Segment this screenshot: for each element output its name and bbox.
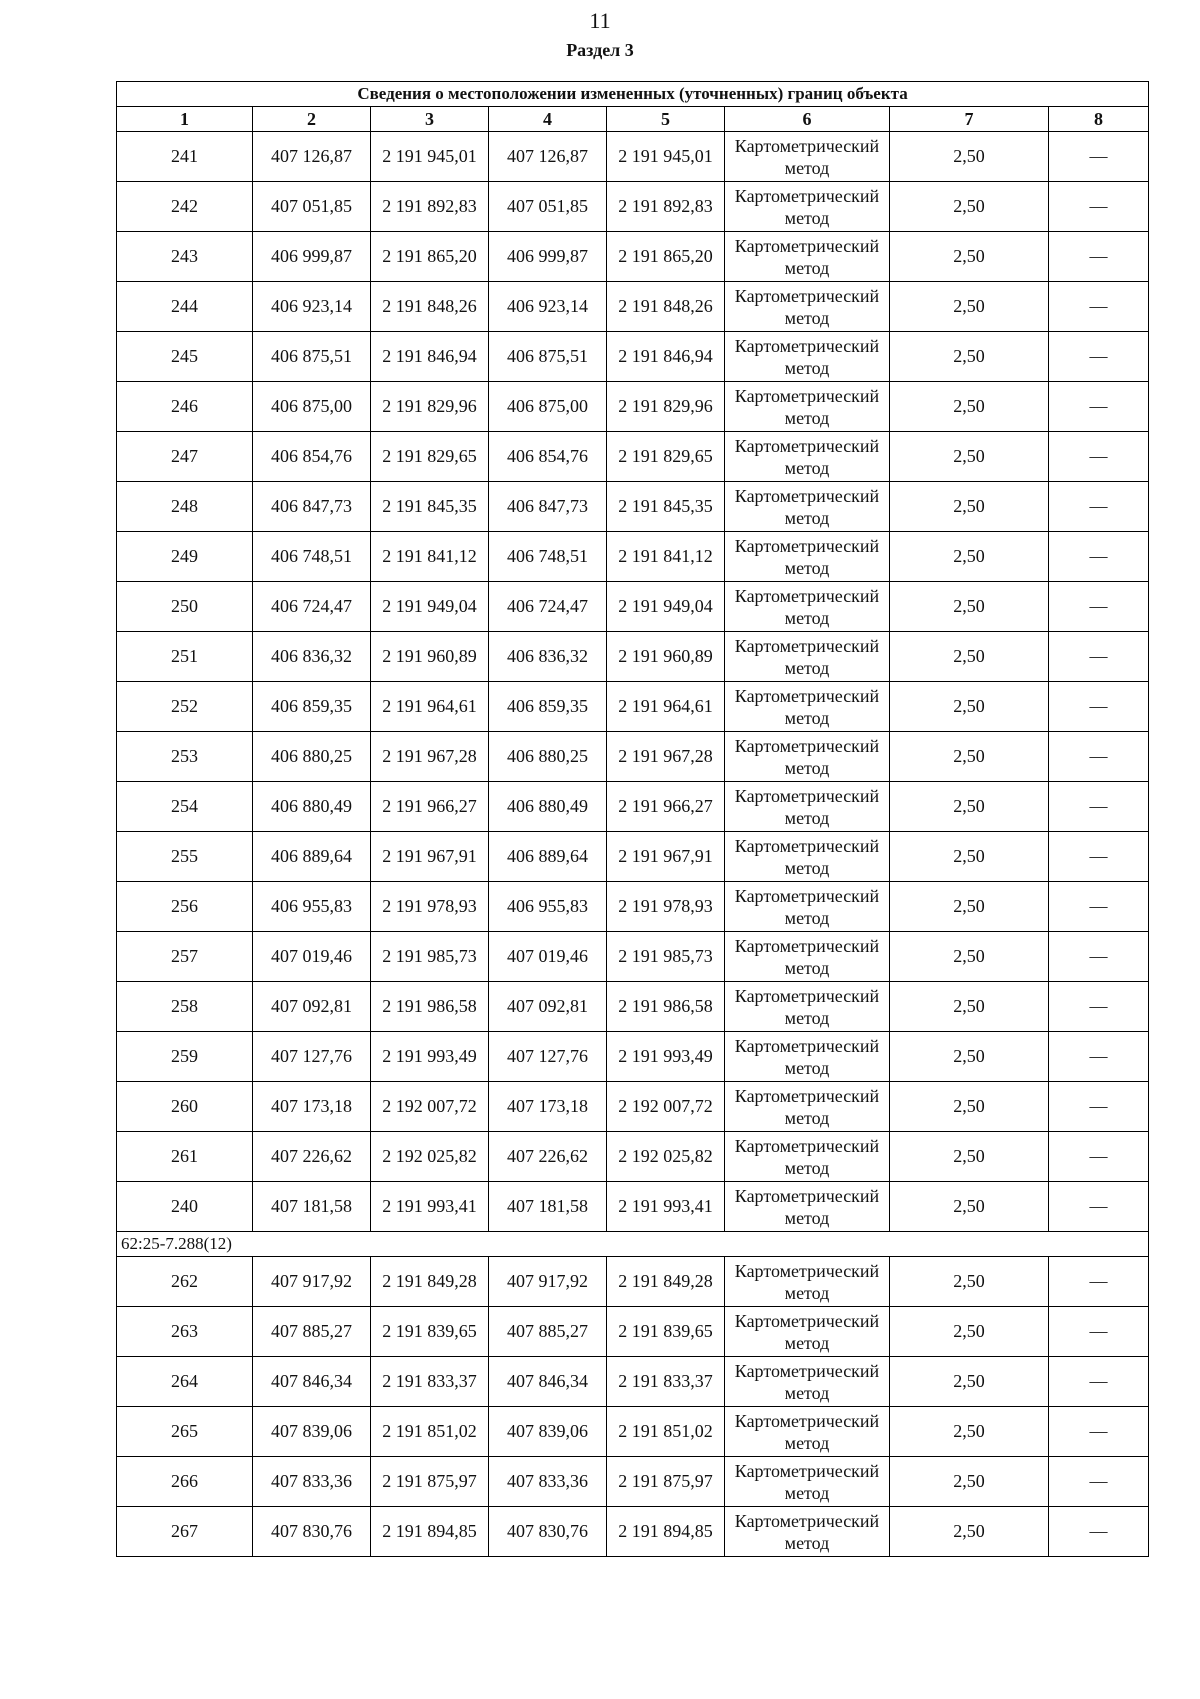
y-old-cell: 2 191 839,65 [371, 1307, 489, 1357]
description-cell: — [1049, 582, 1149, 632]
y-new-cell: 2 191 978,93 [607, 882, 725, 932]
y-new-cell: 2 191 894,85 [607, 1507, 725, 1557]
x-new-cell: 407 833,36 [489, 1457, 607, 1507]
y-old-cell: 2 191 945,01 [371, 132, 489, 182]
point-number-cell: 248 [117, 482, 253, 532]
accuracy-cell: 2,50 [890, 732, 1049, 782]
y-old-cell: 2 191 848,26 [371, 282, 489, 332]
x-new-cell: 406 724,47 [489, 582, 607, 632]
method-cell: Картометрический метод [725, 1507, 890, 1557]
method-cell: Картометрический метод [725, 782, 890, 832]
y-new-cell: 2 192 007,72 [607, 1082, 725, 1132]
point-number-cell: 261 [117, 1132, 253, 1182]
x-old-cell: 406 748,51 [253, 532, 371, 582]
page-number: 11 [589, 8, 611, 33]
y-old-cell: 2 191 849,28 [371, 1257, 489, 1307]
column-number: 7 [890, 107, 1049, 132]
description-cell: — [1049, 682, 1149, 732]
point-number-cell: 251 [117, 632, 253, 682]
accuracy-cell: 2,50 [890, 1357, 1049, 1407]
point-number-cell: 246 [117, 382, 253, 432]
x-old-cell: 407 830,76 [253, 1507, 371, 1557]
accuracy-cell: 2,50 [890, 532, 1049, 582]
y-new-cell: 2 191 841,12 [607, 532, 725, 582]
point-number-cell: 266 [117, 1457, 253, 1507]
y-new-cell: 2 191 829,96 [607, 382, 725, 432]
coordinates-table [116, 81, 1149, 1557]
table-row [117, 632, 1149, 682]
x-old-cell: 407 839,06 [253, 1407, 371, 1457]
x-new-cell: 407 839,06 [489, 1407, 607, 1457]
method-cell: Картометрический метод [725, 1357, 890, 1407]
point-number-cell: 262 [117, 1257, 253, 1307]
accuracy-cell: 2,50 [890, 682, 1049, 732]
accuracy-cell: 2,50 [890, 832, 1049, 882]
accuracy-cell: 2,50 [890, 132, 1049, 182]
x-old-cell: 407 051,85 [253, 182, 371, 232]
x-old-cell: 407 885,27 [253, 1307, 371, 1357]
table-row [117, 832, 1149, 882]
accuracy-cell: 2,50 [890, 1132, 1049, 1182]
y-old-cell: 2 191 967,91 [371, 832, 489, 882]
method-cell: Картометрический метод [725, 1032, 890, 1082]
table-row [117, 982, 1149, 1032]
accuracy-cell: 2,50 [890, 1032, 1049, 1082]
description-cell: — [1049, 432, 1149, 482]
y-old-cell: 2 191 829,96 [371, 382, 489, 432]
point-number-cell: 265 [117, 1407, 253, 1457]
y-old-cell: 2 191 833,37 [371, 1357, 489, 1407]
description-cell: — [1049, 1132, 1149, 1182]
accuracy-cell: 2,50 [890, 582, 1049, 632]
point-number-cell: 252 [117, 682, 253, 732]
x-new-cell: 406 847,73 [489, 482, 607, 532]
y-new-cell: 2 191 875,97 [607, 1457, 725, 1507]
point-number-cell: 245 [117, 332, 253, 382]
method-cell: Картометрический метод [725, 1307, 890, 1357]
accuracy-cell: 2,50 [890, 1507, 1049, 1557]
y-old-cell: 2 191 829,65 [371, 432, 489, 482]
x-new-cell: 407 019,46 [489, 932, 607, 982]
table-row [117, 482, 1149, 532]
column-number: 4 [489, 107, 607, 132]
y-new-cell: 2 191 966,27 [607, 782, 725, 832]
description-cell: — [1049, 332, 1149, 382]
x-old-cell: 407 092,81 [253, 982, 371, 1032]
method-cell: Картометрический метод [725, 382, 890, 432]
y-old-cell: 2 191 964,61 [371, 682, 489, 732]
x-old-cell: 407 833,36 [253, 1457, 371, 1507]
accuracy-cell: 2,50 [890, 1407, 1049, 1457]
group-header-row [117, 1232, 1149, 1257]
y-old-cell: 2 191 966,27 [371, 782, 489, 832]
table-row [117, 882, 1149, 932]
table-row [117, 1182, 1149, 1232]
accuracy-cell: 2,50 [890, 482, 1049, 532]
x-old-cell: 406 859,35 [253, 682, 371, 732]
y-new-cell: 2 191 839,65 [607, 1307, 725, 1357]
method-cell: Картометрический метод [725, 1407, 890, 1457]
point-number-cell: 241 [117, 132, 253, 182]
method-cell: Картометрический метод [725, 1082, 890, 1132]
table-caption: Сведения о местоположении измененных (уточненных) границ объекта [117, 82, 1149, 107]
point-number-cell: 259 [117, 1032, 253, 1082]
description-cell: — [1049, 1257, 1149, 1307]
table-row [117, 1457, 1149, 1507]
table-row [117, 732, 1149, 782]
description-cell: — [1049, 1357, 1149, 1407]
y-new-cell: 2 191 865,20 [607, 232, 725, 282]
x-new-cell: 407 127,76 [489, 1032, 607, 1082]
y-old-cell: 2 191 967,28 [371, 732, 489, 782]
description-cell: — [1049, 1457, 1149, 1507]
table-row [117, 1082, 1149, 1132]
y-new-cell: 2 191 985,73 [607, 932, 725, 982]
table-row [117, 432, 1149, 482]
x-old-cell: 406 880,49 [253, 782, 371, 832]
method-cell: Картометрический метод [725, 732, 890, 782]
y-new-cell: 2 191 833,37 [607, 1357, 725, 1407]
x-old-cell: 407 126,87 [253, 132, 371, 182]
x-old-cell: 406 955,83 [253, 882, 371, 932]
y-old-cell: 2 191 894,85 [371, 1507, 489, 1557]
x-old-cell: 406 724,47 [253, 582, 371, 632]
x-new-cell: 407 226,62 [489, 1132, 607, 1182]
column-number: 6 [725, 107, 890, 132]
method-cell: Картометрический метод [725, 532, 890, 582]
method-cell: Картометрический метод [725, 582, 890, 632]
description-cell: — [1049, 482, 1149, 532]
method-cell: Картометрический метод [725, 682, 890, 732]
table-row [117, 1507, 1149, 1557]
accuracy-cell: 2,50 [890, 182, 1049, 232]
y-old-cell: 2 191 846,94 [371, 332, 489, 382]
method-cell: Картометрический метод [725, 182, 890, 232]
point-number-cell: 240 [117, 1182, 253, 1232]
description-cell: — [1049, 782, 1149, 832]
y-new-cell: 2 192 025,82 [607, 1132, 725, 1182]
accuracy-cell: 2,50 [890, 982, 1049, 1032]
description-cell: — [1049, 832, 1149, 882]
y-old-cell: 2 192 025,82 [371, 1132, 489, 1182]
accuracy-cell: 2,50 [890, 1307, 1049, 1357]
y-new-cell: 2 191 949,04 [607, 582, 725, 632]
x-new-cell: 407 181,58 [489, 1182, 607, 1232]
method-cell: Картометрический метод [725, 632, 890, 682]
x-new-cell: 407 917,92 [489, 1257, 607, 1307]
table-row [117, 332, 1149, 382]
column-number: 2 [253, 107, 371, 132]
y-new-cell: 2 191 945,01 [607, 132, 725, 182]
column-number: 3 [371, 107, 489, 132]
y-old-cell: 2 191 993,41 [371, 1182, 489, 1232]
point-number-cell: 254 [117, 782, 253, 832]
y-old-cell: 2 191 949,04 [371, 582, 489, 632]
description-cell: — [1049, 1082, 1149, 1132]
y-old-cell: 2 191 960,89 [371, 632, 489, 682]
x-new-cell: 406 880,25 [489, 732, 607, 782]
description-cell: — [1049, 1407, 1149, 1457]
point-number-cell: 242 [117, 182, 253, 232]
y-new-cell: 2 191 964,61 [607, 682, 725, 732]
method-cell: Картометрический метод [725, 982, 890, 1032]
method-cell: Картометрический метод [725, 132, 890, 182]
accuracy-cell: 2,50 [890, 282, 1049, 332]
column-number: 1 [117, 107, 253, 132]
description-cell: — [1049, 232, 1149, 282]
x-old-cell: 406 889,64 [253, 832, 371, 882]
x-new-cell: 407 092,81 [489, 982, 607, 1032]
y-old-cell: 2 191 841,12 [371, 532, 489, 582]
method-cell: Картометрический метод [725, 832, 890, 882]
y-new-cell: 2 191 849,28 [607, 1257, 725, 1307]
y-new-cell: 2 191 851,02 [607, 1407, 725, 1457]
accuracy-cell: 2,50 [890, 1457, 1049, 1507]
accuracy-cell: 2,50 [890, 382, 1049, 432]
y-old-cell: 2 191 892,83 [371, 182, 489, 232]
table-body [117, 132, 1149, 1557]
x-new-cell: 407 846,34 [489, 1357, 607, 1407]
y-new-cell: 2 191 846,94 [607, 332, 725, 382]
y-new-cell: 2 191 993,49 [607, 1032, 725, 1082]
column-numbers-row [117, 107, 1149, 132]
x-new-cell: 407 173,18 [489, 1082, 607, 1132]
point-number-cell: 253 [117, 732, 253, 782]
x-old-cell: 406 923,14 [253, 282, 371, 332]
accuracy-cell: 2,50 [890, 232, 1049, 282]
x-new-cell: 406 999,87 [489, 232, 607, 282]
x-old-cell: 407 181,58 [253, 1182, 371, 1232]
method-cell: Картометрический метод [725, 232, 890, 282]
description-cell: — [1049, 882, 1149, 932]
description-cell: — [1049, 382, 1149, 432]
description-cell: — [1049, 932, 1149, 982]
point-number-cell: 243 [117, 232, 253, 282]
x-new-cell: 406 955,83 [489, 882, 607, 932]
method-cell: Картометрический метод [725, 1457, 890, 1507]
x-old-cell: 406 875,00 [253, 382, 371, 432]
x-new-cell: 406 836,32 [489, 632, 607, 682]
y-old-cell: 2 192 007,72 [371, 1082, 489, 1132]
x-new-cell: 407 051,85 [489, 182, 607, 232]
table-row [117, 1257, 1149, 1307]
y-new-cell: 2 191 848,26 [607, 282, 725, 332]
table-row [117, 1032, 1149, 1082]
x-new-cell: 406 854,76 [489, 432, 607, 482]
accuracy-cell: 2,50 [890, 1082, 1049, 1132]
method-cell: Картометрический метод [725, 432, 890, 482]
table-row [117, 932, 1149, 982]
x-old-cell: 406 880,25 [253, 732, 371, 782]
x-old-cell: 407 173,18 [253, 1082, 371, 1132]
accuracy-cell: 2,50 [890, 932, 1049, 982]
point-number-cell: 260 [117, 1082, 253, 1132]
x-old-cell: 406 999,87 [253, 232, 371, 282]
y-new-cell: 2 191 960,89 [607, 632, 725, 682]
x-new-cell: 406 875,00 [489, 382, 607, 432]
x-old-cell: 407 019,46 [253, 932, 371, 982]
description-cell: — [1049, 132, 1149, 182]
x-new-cell: 406 923,14 [489, 282, 607, 332]
x-new-cell: 406 880,49 [489, 782, 607, 832]
x-old-cell: 406 836,32 [253, 632, 371, 682]
point-number-cell: 255 [117, 832, 253, 882]
x-old-cell: 407 846,34 [253, 1357, 371, 1407]
description-cell: — [1049, 182, 1149, 232]
method-cell: Картометрический метод [725, 932, 890, 982]
description-cell: — [1049, 1182, 1149, 1232]
description-cell: — [1049, 1307, 1149, 1357]
x-new-cell: 407 830,76 [489, 1507, 607, 1557]
description-cell: — [1049, 532, 1149, 582]
table-row [117, 382, 1149, 432]
point-number-cell: 267 [117, 1507, 253, 1557]
y-old-cell: 2 191 986,58 [371, 982, 489, 1032]
table-row [117, 582, 1149, 632]
y-new-cell: 2 191 967,28 [607, 732, 725, 782]
point-number-cell: 249 [117, 532, 253, 582]
point-number-cell: 258 [117, 982, 253, 1032]
method-cell: Картометрический метод [725, 882, 890, 932]
description-cell: — [1049, 1032, 1149, 1082]
x-old-cell: 406 847,73 [253, 482, 371, 532]
x-old-cell: 406 854,76 [253, 432, 371, 482]
table-row [117, 132, 1149, 182]
x-old-cell: 407 917,92 [253, 1257, 371, 1307]
accuracy-cell: 2,50 [890, 782, 1049, 832]
column-number: 8 [1049, 107, 1149, 132]
method-cell: Картометрический метод [725, 282, 890, 332]
y-new-cell: 2 191 829,65 [607, 432, 725, 482]
x-new-cell: 406 875,51 [489, 332, 607, 382]
table-row [117, 1307, 1149, 1357]
y-old-cell: 2 191 851,02 [371, 1407, 489, 1457]
table-row [117, 1407, 1149, 1457]
y-old-cell: 2 191 875,97 [371, 1457, 489, 1507]
method-cell: Картометрический метод [725, 332, 890, 382]
description-cell: — [1049, 982, 1149, 1032]
y-new-cell: 2 191 967,91 [607, 832, 725, 882]
method-cell: Картометрический метод [725, 1182, 890, 1232]
table-caption-row [117, 82, 1149, 107]
x-old-cell: 407 226,62 [253, 1132, 371, 1182]
y-new-cell: 2 191 845,35 [607, 482, 725, 532]
x-old-cell: 406 875,51 [253, 332, 371, 382]
y-old-cell: 2 191 978,93 [371, 882, 489, 932]
table-row [117, 182, 1149, 232]
y-old-cell: 2 191 985,73 [371, 932, 489, 982]
x-old-cell: 407 127,76 [253, 1032, 371, 1082]
y-new-cell: 2 191 892,83 [607, 182, 725, 232]
accuracy-cell: 2,50 [890, 632, 1049, 682]
method-cell: Картометрический метод [725, 1132, 890, 1182]
accuracy-cell: 2,50 [890, 1182, 1049, 1232]
table-row [117, 532, 1149, 582]
table-row [117, 282, 1149, 332]
group-label: 62:25-7.288(12) [117, 1232, 1149, 1257]
table-row [117, 1357, 1149, 1407]
accuracy-cell: 2,50 [890, 1257, 1049, 1307]
accuracy-cell: 2,50 [890, 332, 1049, 382]
y-old-cell: 2 191 865,20 [371, 232, 489, 282]
accuracy-cell: 2,50 [890, 432, 1049, 482]
description-cell: — [1049, 282, 1149, 332]
column-number: 5 [607, 107, 725, 132]
point-number-cell: 247 [117, 432, 253, 482]
x-new-cell: 406 748,51 [489, 532, 607, 582]
description-cell: — [1049, 732, 1149, 782]
x-new-cell: 407 126,87 [489, 132, 607, 182]
y-new-cell: 2 191 993,41 [607, 1182, 725, 1232]
x-new-cell: 406 889,64 [489, 832, 607, 882]
method-cell: Картометрический метод [725, 1257, 890, 1307]
y-old-cell: 2 191 993,49 [371, 1032, 489, 1082]
point-number-cell: 250 [117, 582, 253, 632]
table-row [117, 782, 1149, 832]
description-cell: — [1049, 1507, 1149, 1557]
x-new-cell: 406 859,35 [489, 682, 607, 732]
y-old-cell: 2 191 845,35 [371, 482, 489, 532]
point-number-cell: 264 [117, 1357, 253, 1407]
accuracy-cell: 2,50 [890, 882, 1049, 932]
table-row [117, 1132, 1149, 1182]
point-number-cell: 263 [117, 1307, 253, 1357]
table-row [117, 232, 1149, 282]
point-number-cell: 257 [117, 932, 253, 982]
description-cell: — [1049, 632, 1149, 682]
point-number-cell: 256 [117, 882, 253, 932]
method-cell: Картометрический метод [725, 482, 890, 532]
table-row [117, 682, 1149, 732]
y-new-cell: 2 191 986,58 [607, 982, 725, 1032]
x-new-cell: 407 885,27 [489, 1307, 607, 1357]
point-number-cell: 244 [117, 282, 253, 332]
section-title: Раздел 3 [566, 40, 634, 60]
